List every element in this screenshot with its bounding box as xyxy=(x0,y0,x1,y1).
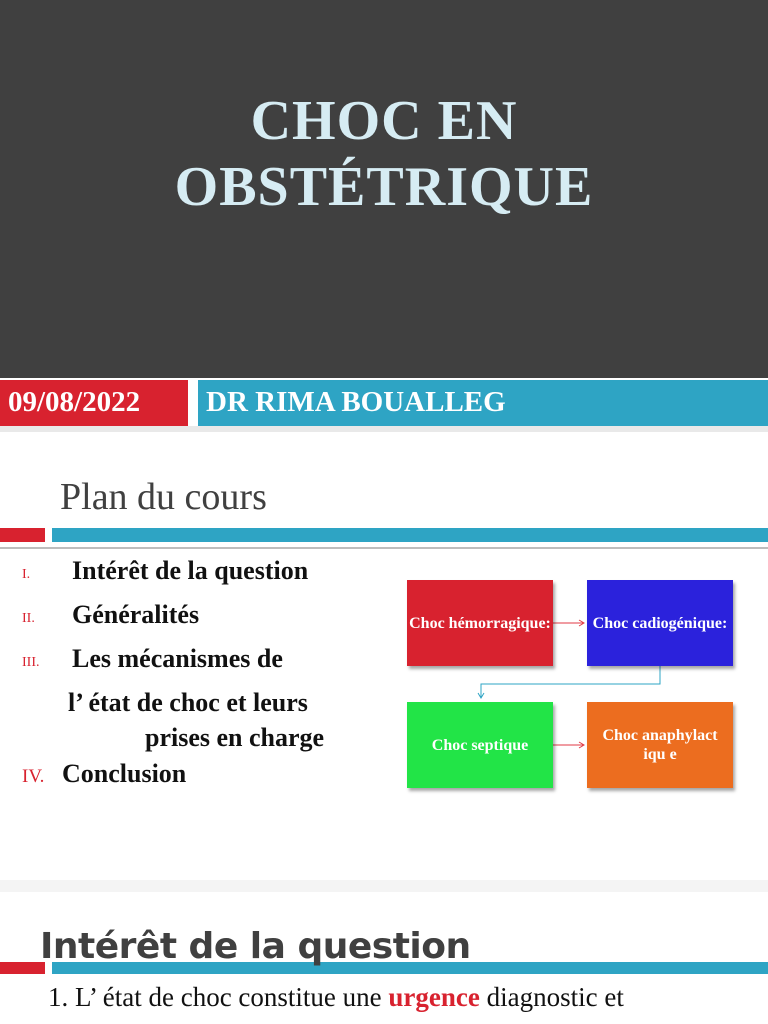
interet-line-number: 1. xyxy=(48,982,69,1012)
box-label-cadiogenique: Choc cadiogénique: xyxy=(592,614,728,632)
date-text: 09/08/2022 xyxy=(8,386,141,418)
plan-item-3-cont2: prises en charge xyxy=(145,723,325,752)
plan-item-4: Conclusion xyxy=(62,759,187,788)
plan-title: Plan du cours xyxy=(60,476,267,518)
urgence-emphasis: urgence xyxy=(388,982,480,1012)
accent-bar-red-2 xyxy=(0,962,45,974)
box-choc-septique xyxy=(407,702,553,788)
box-label-hemorragique: Choc hémorragique: xyxy=(409,614,551,632)
interet-line-after: diagnostic et xyxy=(486,982,624,1012)
plan-numeral-1: I. xyxy=(22,567,31,582)
plan-item-2: Généralités xyxy=(72,600,200,629)
interet-line-before: L’ état de choc constitue une xyxy=(75,982,382,1012)
author-text: DR RIMA BOUALLEG xyxy=(206,386,506,418)
slide-title-line2: OBSTÉTRIQUE xyxy=(174,156,594,218)
plan-numeral-2: II. xyxy=(22,611,35,626)
plan-item-1: Intérêt de la question xyxy=(72,556,309,585)
arrow-cadiogenique-septique xyxy=(481,666,660,697)
box-choc-anaphylactique xyxy=(587,702,733,788)
plan-item-3-cont: l’ état de choc et leurs xyxy=(68,688,308,717)
slide-separator-2 xyxy=(0,880,768,892)
box-label-anaphylactique: Choc anaphylactiqu e xyxy=(602,727,718,763)
box-label-septique: Choc septique xyxy=(431,736,529,754)
interet-title: Intérêt de la question xyxy=(40,926,471,967)
box-choc-hemorragique xyxy=(407,580,553,666)
interet-line-1 xyxy=(48,982,624,1013)
box-choc-cadiogenique xyxy=(587,580,733,666)
plan-numeral-4: IV. xyxy=(22,766,45,787)
plan-item-3: Les mécanismes de xyxy=(72,644,283,673)
plan-numeral-3: III. xyxy=(22,655,40,670)
slide-title-line1: CHOC EN xyxy=(250,90,518,152)
